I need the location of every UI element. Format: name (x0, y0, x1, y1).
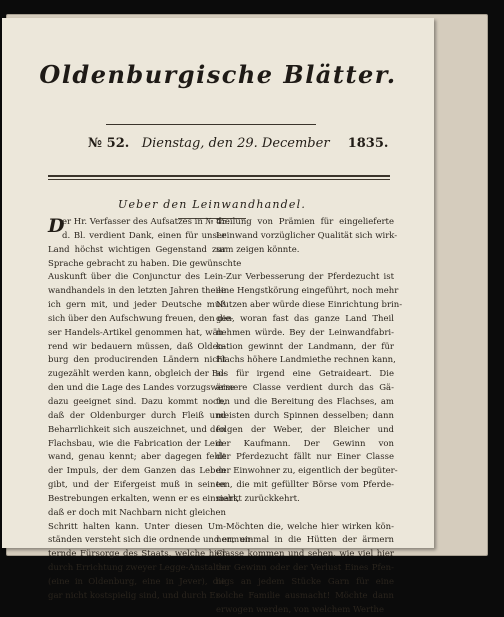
article-line: gibt, und der Eifergeist muß in seinen (48, 480, 226, 491)
issue-number: № 52. (88, 136, 130, 151)
article-line: kation gewinnt der Landmann, der für (216, 341, 394, 352)
article-line: Zur Verbesserung der Pferdezucht ist (226, 272, 394, 283)
article-line: ser Handels-Artikel genommen hat, wäh- (48, 327, 226, 338)
article-line: Leinwand vorzüglicher Qualität sich wirk- (216, 230, 398, 241)
article-line: ten und die Bereitung des Flachses, am (216, 396, 394, 407)
article-column-left (48, 216, 254, 604)
article-line: daß er doch mit Nachbarn nicht gleichen (48, 507, 226, 518)
article-line: Auskunft über die Conjunctur des Lein- (48, 272, 226, 283)
article-line: markt zurückkehrt. (216, 493, 300, 504)
issue-line (88, 136, 388, 151)
article-line: d. Bl. verdient Dank, einen für unser (62, 230, 226, 241)
article-line: erwogen werden, von welchem Werthe (216, 604, 385, 615)
article-line: als für irgend eine Getraideart. Die (216, 369, 394, 380)
article-line: Schritt halten kann. Unter diesen Um- (48, 521, 226, 532)
article-line: den und die Lage des Landes vorzugsweise (48, 383, 235, 394)
article-line: der Gewinn oder der Verlust Eines Pfen- (216, 563, 394, 574)
article-line: zugezählt werden kann, obgleich der Bo- (48, 369, 226, 380)
article-line: eine Hengstkörung eingeführt, noch mehr (216, 286, 399, 297)
article-line: ärmere Classe verdient durch das Gä- (216, 383, 394, 394)
article-line: rend wir bedauern müssen, daß Olden- (48, 341, 226, 352)
article-line: der Pferdezucht fällt nur Einer Classe (216, 452, 394, 463)
masthead-title: Oldenburgische Blätter. (39, 60, 397, 89)
article-line (216, 258, 394, 272)
article-line: Classe kommen und sehen, wie viel hier (216, 549, 394, 560)
article-line: Möchten die, welche hier wirken kön- (226, 521, 394, 532)
article-line: der Einwohner zu, eigentlich der begüter- (216, 466, 398, 477)
article-column-right (216, 216, 403, 617)
issue-rule (48, 175, 390, 180)
article-line: wandhandels in den letzten Jahren theile (48, 286, 226, 297)
article-line: Flachsbau, wie die Fabrication der Lein- (48, 438, 226, 449)
article-line: Nutzen aber würde diese Einrichtung brin- (216, 300, 403, 311)
article-line: wand, genau kennt; aber dagegen fehlt (48, 452, 226, 463)
article-line: durch Errichtung zweyer Legge-Anstalten (48, 563, 230, 574)
issue-year: 1835. (347, 136, 389, 151)
article-line: ternde Fürsorge des Staats, welche hier (48, 549, 226, 560)
article-line: er Hr. Verfasser des Aufsatzes in № 45. (62, 217, 230, 227)
article-line: nehmen würde. Bey der Leinwandfabri- (216, 327, 394, 338)
article-line: ten, die mit gefüllter Börse vom Pferde- (216, 480, 394, 491)
article-line: Flachs höhere Landmiethe rechnen kann, (216, 355, 396, 366)
article-line: sam zeigen könnte. (216, 244, 300, 255)
article-line: ständen versteht sich die ordnende und ermun- (48, 535, 254, 546)
newspaper-page (2, 18, 434, 615)
article-line: folgen der Weber, der Bleicher und (216, 424, 394, 435)
article-line: der Kaufmann. Der Gewinn von (216, 438, 394, 449)
article-line: Bestrebungen erkalten, wenn er es einsieht, (48, 493, 240, 504)
article-title: Ueber den Leinwandhandel. (117, 198, 307, 211)
article-line: der Impuls, der dem Ganzen das Leben (48, 466, 226, 477)
article-line: Sprache gebracht zu haben. Die gewünschte (48, 258, 242, 269)
article-line: gar nicht kostspielig sind, und durch Er- (48, 590, 223, 601)
article-line: burg den producirenden Ländern nicht (48, 355, 226, 366)
article-line: dazu geeignet sind. Dazu kommt noch, (48, 396, 226, 407)
article-line: (eine in Oldenburg, eine in Jever), die (48, 576, 226, 587)
article-line: Beharrlichkeit sich auszeichnet, und den (48, 424, 226, 435)
article-line: ich gern mit, und jeder Deutsche muß (48, 300, 226, 311)
masthead-rule (106, 124, 316, 125)
article-line: meisten durch Spinnen desselben; dann (216, 410, 394, 421)
article-line (216, 507, 394, 521)
article-line: Land höchst wichtigen Gegenstand zur (48, 244, 226, 255)
drop-cap: D (48, 215, 65, 237)
article-line: nen, einmal in die Hütten der ärmern (216, 535, 394, 546)
article-line: sich über den Aufschwung freuen, den die- (48, 313, 234, 324)
article-line: daß der Oldenburger durch Fleiß und (48, 410, 226, 421)
article-line: solche Familie ausmacht! Möchte dann (216, 590, 394, 601)
article-line: nigs an jedem Stücke Garn für eine (216, 576, 394, 587)
article-line: theilung von Prämien für eingelieferte (216, 217, 394, 227)
article-line: gen, woran fast das ganze Land Theil (216, 313, 394, 324)
issue-date: Dienstag, den 29. December (141, 136, 330, 151)
